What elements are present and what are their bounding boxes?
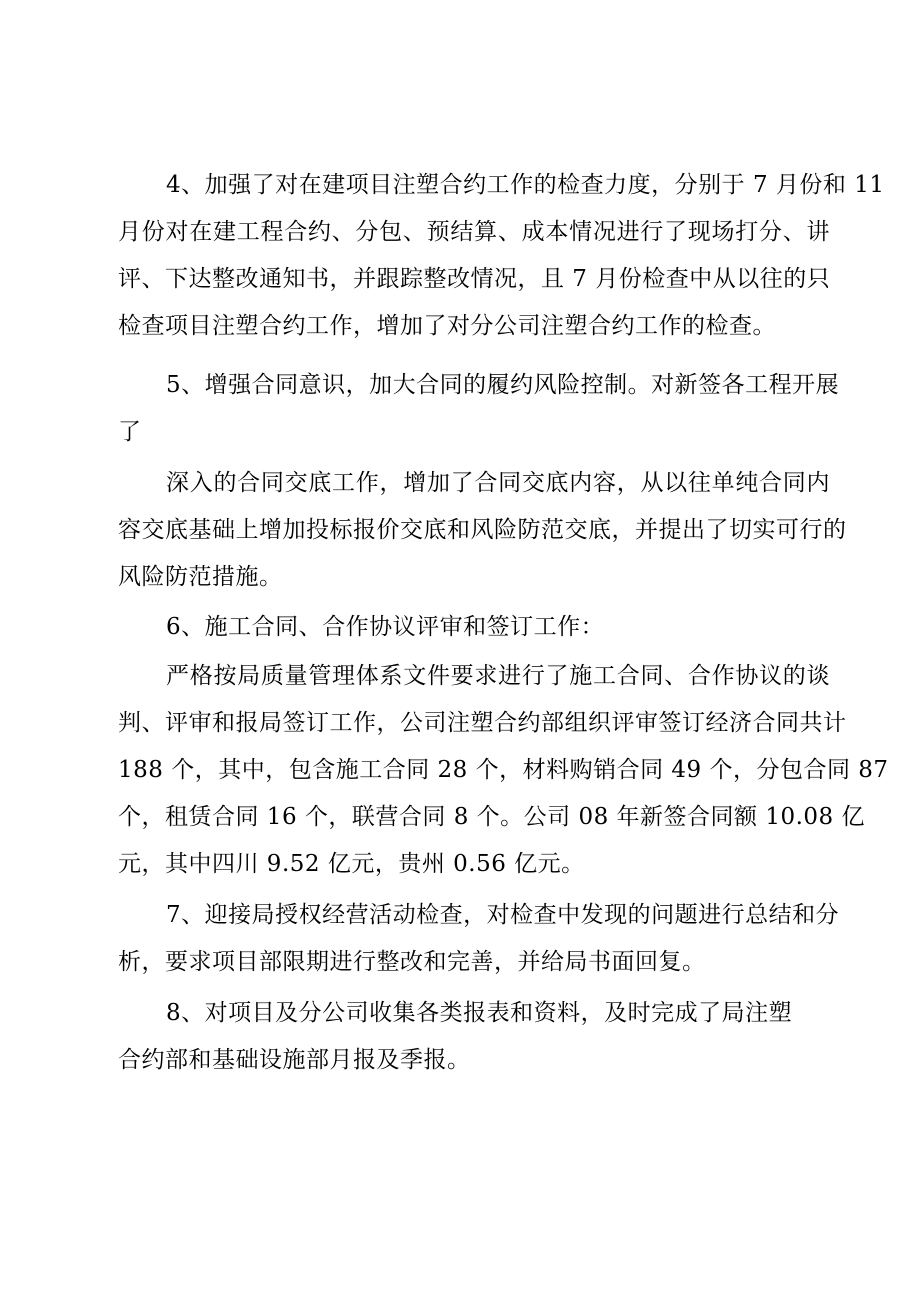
text-line: 8、对项目及分公司收集各类报表和资料，及时完成了局注塑 bbox=[166, 1000, 793, 1026]
text-line: 7、迎接局授权经营活动检查，对检查中发现的问题进行总结和分 bbox=[166, 902, 840, 928]
text-line: 深入的合同交底工作，增加了合同交底内容，从以往单纯合同内 bbox=[166, 470, 830, 496]
text-line: 容交底基础上增加投标报价交底和风险防范交底，并提出了切实可行的 bbox=[118, 517, 847, 543]
paragraph-8 bbox=[118, 990, 830, 1084]
paragraph-7 bbox=[118, 892, 840, 986]
paragraph-contract-briefing bbox=[118, 460, 847, 601]
text-line: 判、评审和报局签订工作，公司注塑合约部组织评审签订经济合同共计 bbox=[118, 710, 847, 736]
text-line: 188 个，其中，包含施工合同 28 个，材料购销合同 49 个，分包合同 87 bbox=[118, 757, 889, 783]
text-line: 析，要求项目部限期进行整改和完善，并给局书面回复。 bbox=[118, 949, 706, 975]
text-line: 月份对在建工程合约、分包、预结算、成本情况进行了现场打分、讲 bbox=[118, 219, 830, 245]
text-line: 元，其中四川 9.52 亿元，贵州 0.56 亿元。 bbox=[118, 851, 585, 877]
text-line: 个，租赁合同 16 个，联营合同 8 个。公司 08 年新签合同额 10.08 亿 bbox=[118, 804, 865, 830]
text-line: 5、增强合同意识，加大合同的履约风险控制。对新签各工程开展 bbox=[166, 372, 840, 398]
text-line: 了 bbox=[118, 419, 142, 445]
text-line: 评、下达整改通知书，并跟踪整改情况，且 7 月份检查中从以往的只 bbox=[118, 266, 831, 292]
paragraph-review-signing bbox=[118, 653, 889, 888]
text-line: 4、加强了对在建项目注塑合约工作的检查力度，分别于 7 月份和 11 bbox=[166, 172, 885, 198]
paragraph-4 bbox=[118, 162, 885, 350]
text-line: 6、施工合同、合作协议评审和签订工作： bbox=[166, 614, 605, 640]
text-line: 合约部和基础设施部月报及季报。 bbox=[118, 1047, 471, 1073]
paragraph-6 bbox=[118, 604, 830, 651]
paragraph-5 bbox=[118, 362, 840, 456]
text-line: 风险防范措施。 bbox=[118, 564, 283, 590]
text-line: 检查项目注塑合约工作，增加了对分公司注塑合约工作的检查。 bbox=[118, 313, 776, 339]
text-line: 严格按局质量管理体系文件要求进行了施工合同、合作协议的谈 bbox=[166, 663, 830, 689]
